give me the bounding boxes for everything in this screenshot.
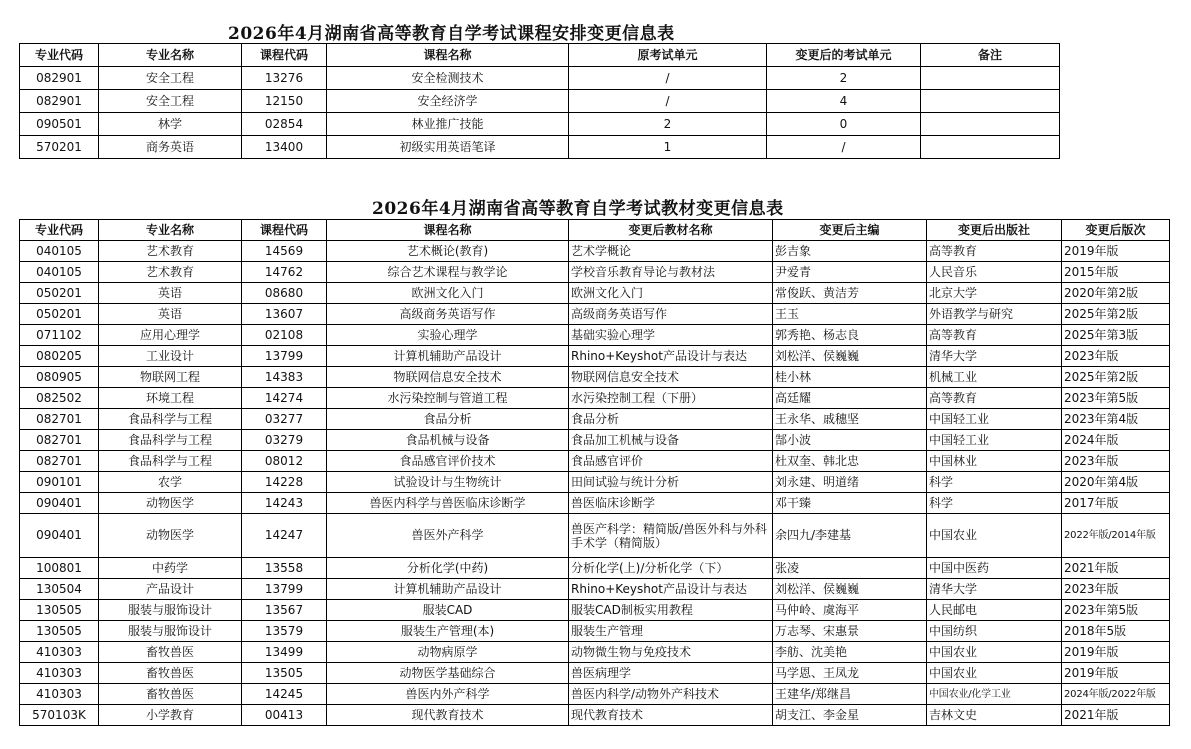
cell-major-code: 040105 <box>20 241 99 262</box>
cell-new-textbook: 基础实验心理学 <box>569 325 773 346</box>
cell-major-code: 570201 <box>20 136 99 159</box>
cell-course-code: 13799 <box>242 579 327 600</box>
table-row <box>20 388 1170 409</box>
table-row <box>20 451 1170 472</box>
table-row <box>20 705 1170 726</box>
cell-new-edition: 2025年第2版 <box>1062 304 1170 325</box>
cell-new-edition: 2025年第3版 <box>1062 325 1170 346</box>
table1-title: 2026年4月湖南省高等教育自学考试课程安排变更信息表 <box>228 24 675 44</box>
course-schedule-change-table <box>19 43 1060 159</box>
cell-new-publisher: 清华大学 <box>927 579 1062 600</box>
cell-new-edition: 2024年版/2022年版 <box>1062 684 1170 705</box>
table-row <box>20 367 1170 388</box>
cell-course-code: 13579 <box>242 621 327 642</box>
cell-new-editor: 王建华/郑继昌 <box>773 684 927 705</box>
cell-major-name: 安全工程 <box>99 67 242 90</box>
cell-new-publisher: 中国轻工业 <box>927 430 1062 451</box>
cell-major-code: 410303 <box>20 684 99 705</box>
cell-new-publisher: 清华大学 <box>927 346 1062 367</box>
cell-new-editor: 余四九/李建基 <box>773 514 927 558</box>
table-row <box>20 262 1170 283</box>
cell-course-code: 14247 <box>242 514 327 558</box>
cell-major-code: 570103K <box>20 705 99 726</box>
table-row <box>20 90 1060 113</box>
cell-new-textbook: 兽医产科学：精简版/兽医外科与外科手术学（精简版） <box>569 514 773 558</box>
cell-new-textbook: 食品感官评价 <box>569 451 773 472</box>
cell-major-name: 动物医学 <box>99 514 242 558</box>
cell-major-name: 英语 <box>99 304 242 325</box>
cell-new-edition: 2022年版/2014年版 <box>1062 514 1170 558</box>
cell-major-name: 工业设计 <box>99 346 242 367</box>
cell-new-textbook: 高级商务英语写作 <box>569 304 773 325</box>
cell-remarks <box>921 67 1060 90</box>
cell-major-name: 动物医学 <box>99 493 242 514</box>
cell-course-code: 08012 <box>242 451 327 472</box>
table-row <box>20 472 1170 493</box>
table2-title: 2026年4月湖南省高等教育自学考试教材变更信息表 <box>372 199 784 219</box>
cell-course-code: 13799 <box>242 346 327 367</box>
cell-major-code: 090101 <box>20 472 99 493</box>
header-remarks: 备注 <box>921 44 1060 67</box>
cell-major-code: 071102 <box>20 325 99 346</box>
header-new-publisher: 变更后出版社 <box>927 220 1062 241</box>
cell-major-code: 082901 <box>20 67 99 90</box>
cell-major-name: 服装与服饰设计 <box>99 621 242 642</box>
cell-new-edition: 2019年版 <box>1062 663 1170 684</box>
cell-course-code: 14228 <box>242 472 327 493</box>
cell-course-code: 13558 <box>242 558 327 579</box>
cell-course-name: 食品感官评价技术 <box>327 451 569 472</box>
cell-new-edition: 2023年第4版 <box>1062 409 1170 430</box>
cell-new-editor: 彭吉象 <box>773 241 927 262</box>
cell-new-textbook: 动物微生物与免疫技术 <box>569 642 773 663</box>
cell-course-name: 现代教育技术 <box>327 705 569 726</box>
cell-new-editor: 刘松洋、侯巍巍 <box>773 346 927 367</box>
cell-major-name: 食品科学与工程 <box>99 451 242 472</box>
cell-major-code: 080905 <box>20 367 99 388</box>
table-row <box>20 304 1170 325</box>
cell-major-code: 082701 <box>20 409 99 430</box>
cell-major-name: 物联网工程 <box>99 367 242 388</box>
cell-new-textbook: 田间试验与统计分析 <box>569 472 773 493</box>
table-row <box>20 409 1170 430</box>
cell-course-name: 动物病原学 <box>327 642 569 663</box>
cell-new-textbook: 服装CAD制板实用教程 <box>569 600 773 621</box>
table-row <box>20 113 1060 136</box>
table-row <box>20 325 1170 346</box>
cell-major-code: 082901 <box>20 90 99 113</box>
cell-major-name: 农学 <box>99 472 242 493</box>
table-row <box>20 346 1170 367</box>
cell-new-editor: 李舫、沈美艳 <box>773 642 927 663</box>
cell-major-name: 环境工程 <box>99 388 242 409</box>
cell-major-code: 090501 <box>20 113 99 136</box>
cell-original-unit: 1 <box>569 136 767 159</box>
cell-new-textbook: 兽医临床诊断学 <box>569 493 773 514</box>
cell-course-name: 兽医内外产科学 <box>327 684 569 705</box>
cell-new-unit: 0 <box>767 113 921 136</box>
textbook-change-table <box>19 219 1170 726</box>
cell-new-editor: 郜小波 <box>773 430 927 451</box>
cell-course-code: 08680 <box>242 283 327 304</box>
cell-major-code: 130505 <box>20 600 99 621</box>
cell-course-name: 实验心理学 <box>327 325 569 346</box>
cell-new-editor: 常俊跃、黄洁芳 <box>773 283 927 304</box>
cell-new-publisher: 机械工业 <box>927 367 1062 388</box>
cell-new-publisher: 高等教育 <box>927 241 1062 262</box>
cell-major-name: 英语 <box>99 283 242 304</box>
cell-course-code: 02108 <box>242 325 327 346</box>
header-major-code: 专业代码 <box>20 44 99 67</box>
cell-major-code: 130505 <box>20 621 99 642</box>
cell-new-textbook: 欧洲文化入门 <box>569 283 773 304</box>
cell-new-editor: 邓干臻 <box>773 493 927 514</box>
cell-new-textbook: Rhino+Keyshot产品设计与表达 <box>569 579 773 600</box>
table-row <box>20 67 1060 90</box>
cell-course-name: 计算机辅助产品设计 <box>327 346 569 367</box>
cell-major-code: 040105 <box>20 262 99 283</box>
cell-new-edition: 2015年版 <box>1062 262 1170 283</box>
header-new-editor: 变更后主编 <box>773 220 927 241</box>
cell-course-code: 03279 <box>242 430 327 451</box>
cell-major-code: 090401 <box>20 493 99 514</box>
cell-new-publisher: 中国农业 <box>927 663 1062 684</box>
cell-major-name: 畜牧兽医 <box>99 663 242 684</box>
cell-new-publisher: 中国轻工业 <box>927 409 1062 430</box>
cell-new-edition: 2020年第2版 <box>1062 283 1170 304</box>
cell-course-name: 初级实用英语笔译 <box>327 136 569 159</box>
cell-course-code: 14569 <box>242 241 327 262</box>
cell-major-name: 安全工程 <box>99 90 242 113</box>
header-course-code: 课程代码 <box>242 220 327 241</box>
cell-course-code: 14274 <box>242 388 327 409</box>
cell-course-code: 13607 <box>242 304 327 325</box>
cell-course-name: 动物医学基础综合 <box>327 663 569 684</box>
header-major-name: 专业名称 <box>99 44 242 67</box>
cell-major-name: 中药学 <box>99 558 242 579</box>
cell-major-code: 090401 <box>20 514 99 558</box>
table-row <box>20 684 1170 705</box>
header-new-textbook: 变更后教材名称 <box>569 220 773 241</box>
header-course-name: 课程名称 <box>327 44 569 67</box>
cell-major-code: 130504 <box>20 579 99 600</box>
table-row <box>20 642 1170 663</box>
header-major-code: 专业代码 <box>20 220 99 241</box>
table-row <box>20 558 1170 579</box>
cell-course-name: 兽医外产科学 <box>327 514 569 558</box>
cell-remarks <box>921 113 1060 136</box>
cell-new-textbook: 学校音乐教育导论与教材法 <box>569 262 773 283</box>
header-new-edition: 变更后版次 <box>1062 220 1170 241</box>
cell-new-editor: 王永华、戚穗坚 <box>773 409 927 430</box>
cell-new-textbook: Rhino+Keyshot产品设计与表达 <box>569 346 773 367</box>
cell-course-name: 兽医内科学与兽医临床诊断学 <box>327 493 569 514</box>
table-row <box>20 241 1170 262</box>
table2-header-row <box>20 220 1170 241</box>
cell-course-code: 12150 <box>242 90 327 113</box>
cell-course-name: 林业推广技能 <box>327 113 569 136</box>
cell-major-code: 082701 <box>20 430 99 451</box>
cell-new-publisher: 人民音乐 <box>927 262 1062 283</box>
cell-new-editor: 王玉 <box>773 304 927 325</box>
cell-new-editor: 刘松洋、侯巍巍 <box>773 579 927 600</box>
cell-course-code: 13400 <box>242 136 327 159</box>
cell-new-edition: 2020年第4版 <box>1062 472 1170 493</box>
cell-new-editor: 尹爱青 <box>773 262 927 283</box>
cell-course-code: 13567 <box>242 600 327 621</box>
cell-major-name: 林学 <box>99 113 242 136</box>
cell-original-unit: / <box>569 67 767 90</box>
header-course-name: 课程名称 <box>327 220 569 241</box>
cell-course-name: 试验设计与生物统计 <box>327 472 569 493</box>
cell-major-code: 082502 <box>20 388 99 409</box>
cell-course-code: 13276 <box>242 67 327 90</box>
header-course-code: 课程代码 <box>242 44 327 67</box>
cell-new-publisher: 北京大学 <box>927 283 1062 304</box>
cell-new-publisher: 中国林业 <box>927 451 1062 472</box>
cell-new-unit: 2 <box>767 67 921 90</box>
cell-remarks <box>921 90 1060 113</box>
cell-new-textbook: 食品分析 <box>569 409 773 430</box>
cell-new-edition: 2024年版 <box>1062 430 1170 451</box>
cell-new-publisher: 高等教育 <box>927 325 1062 346</box>
cell-new-textbook: 分析化学(上)/分析化学（下） <box>569 558 773 579</box>
table-row <box>20 430 1170 451</box>
cell-new-editor: 胡支江、李金星 <box>773 705 927 726</box>
cell-new-editor: 郭秀艳、杨志良 <box>773 325 927 346</box>
cell-major-name: 畜牧兽医 <box>99 642 242 663</box>
table-row <box>20 493 1170 514</box>
cell-new-edition: 2025年第2版 <box>1062 367 1170 388</box>
cell-course-code: 14245 <box>242 684 327 705</box>
cell-new-publisher: 人民邮电 <box>927 600 1062 621</box>
cell-major-code: 410303 <box>20 663 99 684</box>
cell-course-code: 13499 <box>242 642 327 663</box>
cell-new-edition: 2023年版 <box>1062 579 1170 600</box>
cell-new-editor: 万志琴、宋惠景 <box>773 621 927 642</box>
cell-course-code: 14383 <box>242 367 327 388</box>
cell-new-edition: 2023年第5版 <box>1062 388 1170 409</box>
cell-new-publisher: 中国农业/化学工业 <box>927 684 1062 705</box>
cell-new-edition: 2019年版 <box>1062 642 1170 663</box>
cell-new-edition: 2021年版 <box>1062 558 1170 579</box>
cell-course-code: 00413 <box>242 705 327 726</box>
cell-remarks <box>921 136 1060 159</box>
cell-course-code: 14243 <box>242 493 327 514</box>
cell-new-edition: 2023年第5版 <box>1062 600 1170 621</box>
header-new-unit: 变更后的考试单元 <box>767 44 921 67</box>
cell-new-edition: 2019年版 <box>1062 241 1170 262</box>
cell-new-publisher: 中国农业 <box>927 514 1062 558</box>
cell-major-name: 艺术教育 <box>99 262 242 283</box>
cell-new-edition: 2021年版 <box>1062 705 1170 726</box>
table-row <box>20 514 1170 558</box>
cell-course-name: 欧洲文化入门 <box>327 283 569 304</box>
cell-course-name: 艺术概论(教育) <box>327 241 569 262</box>
cell-major-name: 食品科学与工程 <box>99 430 242 451</box>
cell-course-name: 分析化学(中药) <box>327 558 569 579</box>
cell-major-code: 050201 <box>20 304 99 325</box>
table-row <box>20 663 1170 684</box>
cell-new-publisher: 科学 <box>927 493 1062 514</box>
cell-course-name: 食品机械与设备 <box>327 430 569 451</box>
cell-new-edition: 2018年5版 <box>1062 621 1170 642</box>
cell-course-name: 水污染控制与管道工程 <box>327 388 569 409</box>
cell-new-textbook: 现代教育技术 <box>569 705 773 726</box>
cell-major-name: 小学教育 <box>99 705 242 726</box>
cell-new-textbook: 物联网信息安全技术 <box>569 367 773 388</box>
cell-original-unit: / <box>569 90 767 113</box>
cell-new-edition: 2023年版 <box>1062 451 1170 472</box>
cell-new-textbook: 兽医病理学 <box>569 663 773 684</box>
cell-new-publisher: 中国农业 <box>927 642 1062 663</box>
cell-course-code: 02854 <box>242 113 327 136</box>
table-row <box>20 283 1170 304</box>
header-original-unit: 原考试单元 <box>569 44 767 67</box>
cell-new-publisher: 中国中医药 <box>927 558 1062 579</box>
cell-major-name: 食品科学与工程 <box>99 409 242 430</box>
cell-new-textbook: 兽医内科学/动物外产科技术 <box>569 684 773 705</box>
cell-new-unit: 4 <box>767 90 921 113</box>
cell-new-textbook: 艺术学概论 <box>569 241 773 262</box>
cell-course-code: 13505 <box>242 663 327 684</box>
cell-new-publisher: 科学 <box>927 472 1062 493</box>
cell-new-textbook: 水污染控制工程（下册） <box>569 388 773 409</box>
cell-new-publisher: 外语教学与研究 <box>927 304 1062 325</box>
cell-new-editor: 马仲岭、虞海平 <box>773 600 927 621</box>
cell-major-name: 畜牧兽医 <box>99 684 242 705</box>
cell-course-name: 综合艺术课程与教学论 <box>327 262 569 283</box>
cell-new-publisher: 中国纺织 <box>927 621 1062 642</box>
cell-major-code: 050201 <box>20 283 99 304</box>
cell-new-editor: 马学恩、王凤龙 <box>773 663 927 684</box>
cell-course-name: 安全经济学 <box>327 90 569 113</box>
cell-major-code: 082701 <box>20 451 99 472</box>
cell-course-name: 计算机辅助产品设计 <box>327 579 569 600</box>
cell-course-code: 03277 <box>242 409 327 430</box>
cell-new-unit: / <box>767 136 921 159</box>
table-row <box>20 621 1170 642</box>
header-major-name: 专业名称 <box>99 220 242 241</box>
cell-major-name: 艺术教育 <box>99 241 242 262</box>
cell-new-publisher: 高等教育 <box>927 388 1062 409</box>
cell-course-name: 食品分析 <box>327 409 569 430</box>
cell-major-code: 100801 <box>20 558 99 579</box>
table-row <box>20 600 1170 621</box>
cell-new-edition: 2017年版 <box>1062 493 1170 514</box>
cell-major-name: 商务英语 <box>99 136 242 159</box>
cell-new-textbook: 服装生产管理 <box>569 621 773 642</box>
cell-new-editor: 刘永建、明道绪 <box>773 472 927 493</box>
cell-major-name: 应用心理学 <box>99 325 242 346</box>
cell-new-editor: 高廷耀 <box>773 388 927 409</box>
cell-course-name: 物联网信息安全技术 <box>327 367 569 388</box>
cell-course-name: 服装生产管理(本) <box>327 621 569 642</box>
cell-major-name: 产品设计 <box>99 579 242 600</box>
cell-course-name: 高级商务英语写作 <box>327 304 569 325</box>
cell-new-editor: 桂小林 <box>773 367 927 388</box>
cell-major-code: 410303 <box>20 642 99 663</box>
cell-new-publisher: 吉林文史 <box>927 705 1062 726</box>
cell-course-name: 服装CAD <box>327 600 569 621</box>
cell-course-name: 安全检测技术 <box>327 67 569 90</box>
cell-major-code: 080205 <box>20 346 99 367</box>
cell-original-unit: 2 <box>569 113 767 136</box>
table-row <box>20 579 1170 600</box>
table-row <box>20 136 1060 159</box>
cell-new-editor: 张凌 <box>773 558 927 579</box>
cell-new-edition: 2023年版 <box>1062 346 1170 367</box>
cell-course-code: 14762 <box>242 262 327 283</box>
cell-new-textbook: 食品加工机械与设备 <box>569 430 773 451</box>
cell-new-editor: 杜双奎、韩北忠 <box>773 451 927 472</box>
table1-header-row <box>20 44 1060 67</box>
cell-major-name: 服装与服饰设计 <box>99 600 242 621</box>
